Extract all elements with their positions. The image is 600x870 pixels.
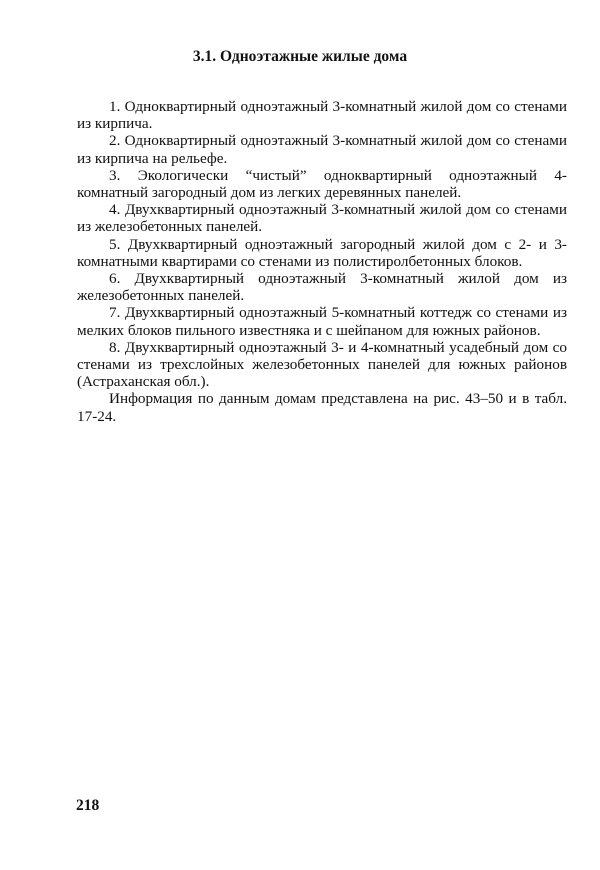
- list-item: 5. Двухквартирный одноэтажный загородный жилой дом с 2- и 3-комнатными квартирами со стенами из полистиролбетонных блоков.: [77, 235, 567, 270]
- reference-paragraph: Информация по данным домам представлена на рис. 43–50 и в табл. 17-24.: [77, 390, 567, 425]
- list-item: 1. Одноквартирный одноэтажный 3-комнатный жилой дом со стенами из кирпича.: [77, 98, 567, 133]
- list-item: 4. Двухквартирный одноэтажный 3-комнатный жилой дом со стенами из железобетонных панелей.: [77, 201, 567, 236]
- list-item: 2. Одноквартирный одноэтажный 3-комнатный жилой дом со стенами из кирпича на рельефе.: [77, 132, 567, 167]
- list-item: 8. Двухквартирный одноэтажный 3- и 4-комнатный усадебный дом со стенами из трехслойных железобетонных панелей для южных районов (Астраханская обл.).: [77, 338, 567, 391]
- page-number: 218: [76, 797, 100, 814]
- list-item: 3. Экологически “чистый” одноквартирный одноэтажный 4-комнатный загородный дом из легких деревянных панелей.: [77, 166, 567, 202]
- body-text: [77, 98, 567, 425]
- section-title: 3.1. Одноэтажные жилые дома: [192, 48, 408, 65]
- list-item: 6. Двухквартирный одноэтажный 3-комнатный жилой дом из железобетонных панелей.: [77, 270, 567, 305]
- list-item: 7. Двухквартирный одноэтажный 5-комнатный коттедж со стенами из мелких блоков пильного известняка и с шейпаном для южных районов.: [77, 304, 567, 339]
